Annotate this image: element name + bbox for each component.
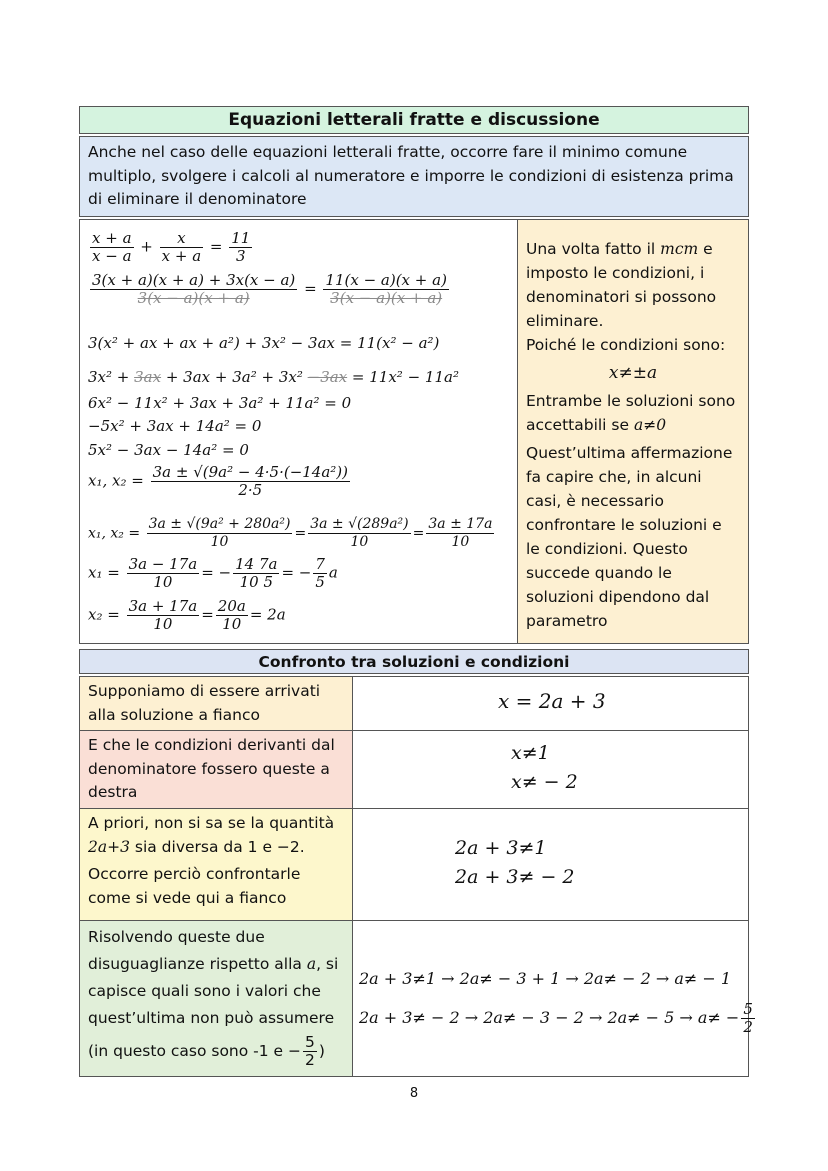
row2-formula-1: x≠1	[511, 742, 550, 764]
explanation-p4: Quest’ultima affermazione fa capire che, in alcuni casi, è necessario confrontare le soluzioni e le condizioni. Questo succede quando le soluzioni dipendono dal parametro	[526, 444, 733, 630]
row4-formula-1: 2a + 3≠1 → 2a≠ − 3 + 1 → 2a≠ − 2 → a≠ − 1	[359, 969, 732, 988]
equation-step-3: 3(x² + ax + ax + a²) + 3x² − 3ax = 11(x² − a²)	[88, 334, 440, 352]
page-number: 8	[409, 1086, 419, 1101]
row1-formula: x = 2a + 3	[498, 689, 606, 713]
row3-text: A priori, non si sa se la quantità 2a+3 sia diversa da 1 e −2. Occorre perciò confrontarle come si vede qui a fianco	[79, 808, 353, 921]
explanation-p3: Entrambe le soluzioni sono accettabili se a≠0	[526, 392, 736, 434]
equation-step-2: $\frac{3(x + a)(x + a) + 3x(x - a)}{3(x - a)(x + a)}$ = $\frac{11(x - a)(x + a)}{3(x - a)(x + a)}$	[92, 271, 447, 307]
explanation-panel	[517, 219, 749, 644]
equation-step-9: x₁, x₂ = $\frac{\text{3a ± √(9a² + 280a²)}}{10}$ = $\frac{\text{3a ± √(289a²)}}{10}$ = $\frac{3a \pm 17a}{10}$	[88, 516, 493, 550]
derivation-panel	[79, 219, 518, 644]
row2-text: E che le condizioni derivanti dal denominatore fossero queste a destra	[79, 730, 353, 809]
row3-formula-2: 2a + 3≠ − 2	[455, 866, 575, 888]
comparison-subtitle: Confronto tra soluzioni e condizioni	[79, 649, 749, 674]
intro-paragraph: Anche nel caso delle equazioni letterali fratte, occorre fare il minimo comune multiplo, svolgere i calcoli al numeratore e imporre le condizioni di esistenza prima di eliminare il denominatore	[79, 136, 749, 217]
row1-text: Supponiamo di essere arrivati alla soluzione a fianco	[79, 676, 353, 731]
row4-text: Risolvendo queste due disuguaglianze rispetto alla a, si capisce quali sono i valori che quest’ultima non può assumere (in questo caso sono -1 e − $\frac{5}{2}$ )	[79, 920, 353, 1077]
row4-formula-2: 2a + 3≠ − 2 → 2a≠ − 3 − 2 → 2a≠ − 5 → a≠ − $\frac{5}{2}$	[359, 1000, 753, 1036]
equation-step-1: $\frac{x + a}{x - a}$ + $\frac{x}{x + a}$ = $\frac{11}{3}$	[92, 229, 251, 265]
equation-step-8: x₁, x₂ = $\frac{\text{3a ± √(9a² − 4·5·(−14a²))}}{2\cdot 5}$	[88, 463, 349, 499]
equation-step-6: −5x² + 3ax + 14a² = 0	[88, 417, 262, 435]
equation-step-4: 3x² + 3ax + 3ax + 3a² + 3x² −3ax = 11x² − 11a²	[88, 368, 459, 386]
row4-formula-cell	[352, 920, 753, 1077]
equation-step-7: 5x² − 3ax − 14a² = 0	[88, 441, 249, 459]
row2-formula-cell	[352, 730, 749, 809]
row3-formula-1: 2a + 3≠1	[455, 837, 547, 859]
row3-formula-cell	[352, 808, 749, 921]
row2-formula-2: x≠ − 2	[511, 771, 578, 793]
equation-step-11: x₂ = $\frac{3a + 17a}{10}$ = $\frac{20a}{10}$ = 2a	[88, 597, 286, 633]
equation-step-10: x₁ = $\frac{3a - 17a}{10}$ = − $\frac{14 7a}{10 5}$ = − $\frac{7}{5}$ a	[88, 555, 338, 591]
row1-formula-cell	[352, 676, 749, 731]
section-title: Equazioni letterali fratte e discussione	[79, 106, 749, 134]
explanation-p2: Poiché le condizioni sono:	[526, 336, 726, 354]
condition-formula: x≠±a	[608, 363, 658, 383]
equation-step-5: 6x² − 11x² + 3ax + 3a² + 11a² = 0	[88, 394, 352, 412]
explanation-p1: Una volta fatto il mcm e imposto le condizioni, i denominatori si possono eliminare.	[526, 240, 717, 330]
